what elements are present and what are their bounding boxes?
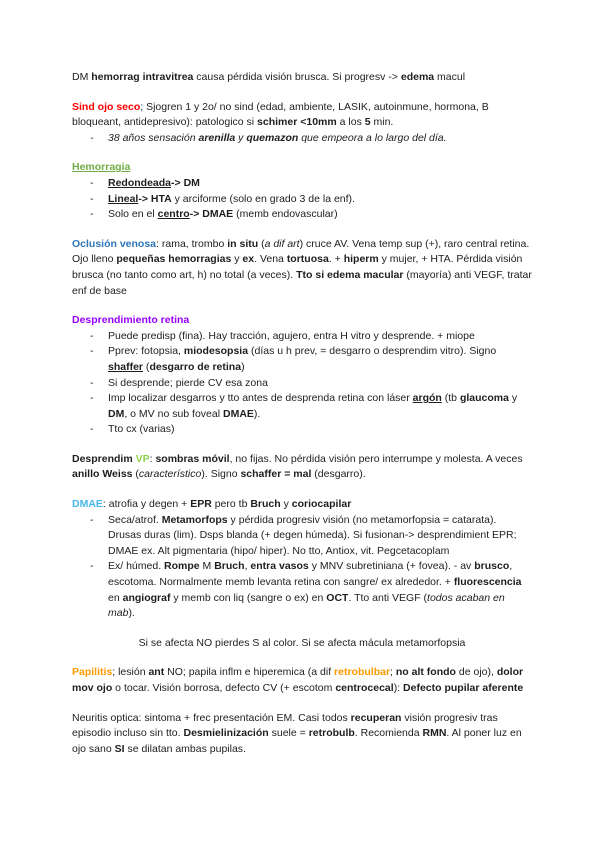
paragraph-neuritis-optica: [72, 711, 532, 758]
list-dmae: [72, 513, 532, 622]
list-item: [90, 176, 532, 192]
heading-oclusion-venosa: Oclusión venosa: [72, 237, 157, 250]
list-item: [90, 344, 532, 375]
text: argón: [412, 392, 442, 405]
text: dolor mov ojo: [72, 666, 524, 694]
text: anillo Weiss: [72, 468, 133, 481]
text: ->: [189, 208, 203, 221]
text: SI: [114, 742, 125, 755]
list-item: - Si desprende; pierde CV esa zona: [90, 376, 532, 392]
document-page: [72, 70, 532, 766]
text: 5: [364, 116, 371, 129]
text: (desgarro).: [311, 468, 366, 481]
text: hiperm: [343, 253, 379, 266]
text: y arciforme (solo en grado 3 de la enf).: [171, 192, 355, 205]
paragraph-desprendimiento-vp: [72, 452, 532, 483]
text: DM: [183, 176, 200, 189]
text: fluorescencia: [453, 576, 522, 589]
text: se dilatan ambas pupilas.: [124, 742, 246, 755]
text: Lineal: [108, 192, 139, 205]
heading-desprendimiento-retina: Desprendimiento retina: [72, 314, 190, 327]
text: macul: [434, 71, 466, 83]
text: característico: [138, 468, 202, 481]
list-desprendimiento: [72, 329, 532, 438]
text: NO; papila inflm e hiperemica (a dif: [164, 666, 335, 679]
text: Rompe: [164, 560, 200, 573]
text: y MNV subretiniana (+ fovea). - av: [308, 560, 475, 573]
text: brusco: [474, 560, 510, 573]
text: DMAE: [202, 208, 234, 221]
text: ;: [390, 666, 396, 679]
list-item: [90, 391, 532, 422]
text: . +: [328, 253, 344, 266]
text: schaffer = mal: [240, 468, 312, 481]
text: :: [149, 452, 156, 465]
list-hemorragia: [72, 176, 532, 223]
list-ojo-seco: [72, 131, 532, 147]
text: Bruch: [250, 498, 281, 511]
text: causa pérdida visión brusca. Si progresv ->: [193, 71, 401, 83]
text: centro: [157, 208, 190, 221]
paragraph-papilitis: [72, 665, 532, 696]
text: VP: [135, 452, 150, 465]
text: no alt fondo: [395, 666, 456, 679]
text: (: [143, 360, 150, 373]
text: Desmielinización: [183, 727, 269, 740]
text: Pprev: fotopsia,: [108, 345, 184, 358]
heading-dmae: DMAE: [72, 498, 103, 511]
text: coriocapilar: [291, 498, 352, 511]
text: y: [231, 253, 243, 266]
text: visión progresiv tras episodio incluso sin tto.: [72, 711, 498, 740]
text: ex: [242, 253, 255, 266]
text: (: [258, 237, 265, 250]
paragraph-dmae: [72, 497, 532, 513]
text: ant: [148, 666, 165, 679]
text: ): [241, 360, 245, 373]
text: ).: [128, 607, 135, 620]
text: : atrofia y degen +: [102, 498, 191, 511]
text: HTA: [150, 192, 172, 205]
text: . Al poner luz en ojo sano: [72, 727, 522, 755]
text: pequeñas hemorragias: [116, 253, 232, 266]
text: . Vena: [254, 253, 287, 266]
text: (: [132, 468, 139, 481]
paragraph-sind-ojo-seco: [72, 100, 532, 131]
text: ).: [253, 407, 261, 420]
text: sombras móvil: [155, 452, 230, 465]
text: pero tb: [211, 498, 251, 511]
text: 38 años sensación: [108, 131, 199, 144]
text: Defecto pupilar aferente: [403, 682, 524, 694]
text: y: [508, 392, 518, 405]
text: edema: [400, 71, 435, 83]
list-item: [90, 513, 532, 560]
list-item: - Puede predisp (fina). Hay tracción, agujero, entra H vitro y desprende. + miope: [90, 329, 532, 345]
center-note: Si se afecta NO pierdes S al color. Si se afecta mácula metamorfopsia: [138, 636, 466, 649]
text: Neuritis optica: sintoma + frec presentación EM. Casi todos: [72, 711, 351, 724]
text: angiograf: [122, 591, 171, 604]
text: min.: [370, 116, 394, 129]
text: suele =: [268, 727, 309, 740]
text: Redondeada: [108, 176, 172, 189]
text: Desprendim: [72, 452, 136, 465]
list-item: [90, 192, 532, 208]
text: Solo en el: [108, 208, 158, 221]
list-item: - Tto cx (varias): [90, 422, 532, 438]
text: quemazon: [246, 131, 299, 144]
text: Metamorfops: [161, 513, 228, 526]
list-item: [90, 207, 532, 223]
text: . Recomienda: [354, 727, 423, 740]
text: schimer <10mm: [257, 116, 337, 129]
text: OCT: [326, 591, 349, 604]
text: ; Sjogren 1 y 2o/ no sind (edad, ambiente, LASIK, autoinmune, hormona, B bloqueant, antidepresivo): patologico si: [72, 100, 489, 129]
text: RMN: [422, 727, 447, 740]
text: (tb: [441, 392, 460, 405]
heading-hemorragia: Hemorragia: [72, 161, 131, 174]
text: ,: [244, 560, 251, 573]
text: tortuosa: [286, 253, 329, 266]
text: todos acaban en mab: [108, 591, 505, 620]
paragraph-oclusion-venosa: [72, 237, 532, 299]
text: Ex/ húmed.: [108, 560, 165, 573]
text: arenilla: [198, 131, 236, 144]
text: , escotoma. Normalmente memb levanta retina con sangre/ ex alrededor. +: [108, 560, 513, 589]
text: EPR: [190, 498, 212, 511]
text: M: [199, 560, 215, 573]
text: . Tto anti VEGF (: [348, 591, 428, 604]
text: ):: [393, 682, 404, 694]
text: ). Signo: [201, 468, 241, 481]
text: shaffer: [108, 360, 144, 373]
text: hemorrag intravitrea: [91, 71, 194, 83]
list-item: [90, 559, 532, 621]
text: (memb endovascular): [233, 208, 338, 221]
text: Bruch: [214, 560, 245, 573]
text: miodesopsia: [183, 345, 249, 358]
text: retrobulb: [308, 727, 355, 740]
text: y pérdida progresiv visión (no metamorfopsia = catarata). Drusas duras (lim). Dsps blanda (+ degen húmeda). Si fusionan-> desprendimient EPR; DMAE ex. Alt pigmentaria (hipo/ hiper). No tto, Antiox, vit. Pegcetacoplam: [108, 513, 517, 557]
text: , no fijas. No pérdida visión pero interrumpe y molesta. A veces: [229, 452, 523, 465]
text: , o MV no sub foveal: [124, 407, 223, 420]
text: desgarro de retina: [149, 360, 242, 373]
text: y memb con liq (sangre o ex) en: [170, 591, 327, 604]
text: glaucoma: [459, 392, 509, 405]
text: centrocecal: [335, 682, 394, 694]
text: (días u h prev, = desgarro o desprendim vitro). Signo: [248, 345, 497, 358]
heading-sind-ojo-seco: Sind ojo seco: [72, 100, 141, 113]
text: entra vasos: [250, 560, 309, 573]
list-item: [90, 131, 532, 147]
text: a los: [336, 116, 365, 129]
text: ->: [138, 192, 151, 205]
text: Seca/atrof.: [108, 513, 162, 526]
paragraph-dm-hemorragia: [72, 70, 532, 86]
text: retrobulbar: [334, 666, 391, 679]
text: DMAE: [222, 407, 254, 420]
text: a dif art: [264, 237, 300, 250]
text: ->: [171, 176, 184, 189]
text: que empeora a lo largo del día.: [298, 131, 447, 144]
text: y mujer, + HTA. Pérdida visión brusca (no tanto como art, h) no total (a veces).: [72, 253, 523, 281]
text: y: [280, 498, 292, 511]
text: Tto si edema macular: [296, 268, 404, 281]
text: y: [235, 131, 247, 144]
text: o tocar. Visión borrosa, defecto CV (+ escotom: [112, 682, 336, 694]
text: DM: [108, 407, 125, 420]
text: de ojo),: [455, 666, 497, 679]
text: (mayoría) anti VEGF, tratar enf de base: [72, 268, 532, 297]
text: ; lesión: [112, 666, 149, 679]
text: en: [108, 591, 123, 604]
text: recuperan: [350, 711, 402, 724]
text: in situ: [227, 237, 259, 250]
heading-papilitis: Papilitis: [72, 666, 113, 679]
text: DM: [72, 71, 92, 83]
text: Imp localizar desgarros y tto antes de desprenda retina con láser: [108, 392, 413, 405]
text: : rama, trombo: [156, 237, 228, 250]
text: ) cruce AV. Vena temp sup (+), raro central retina. Ojo lleno: [72, 237, 530, 266]
